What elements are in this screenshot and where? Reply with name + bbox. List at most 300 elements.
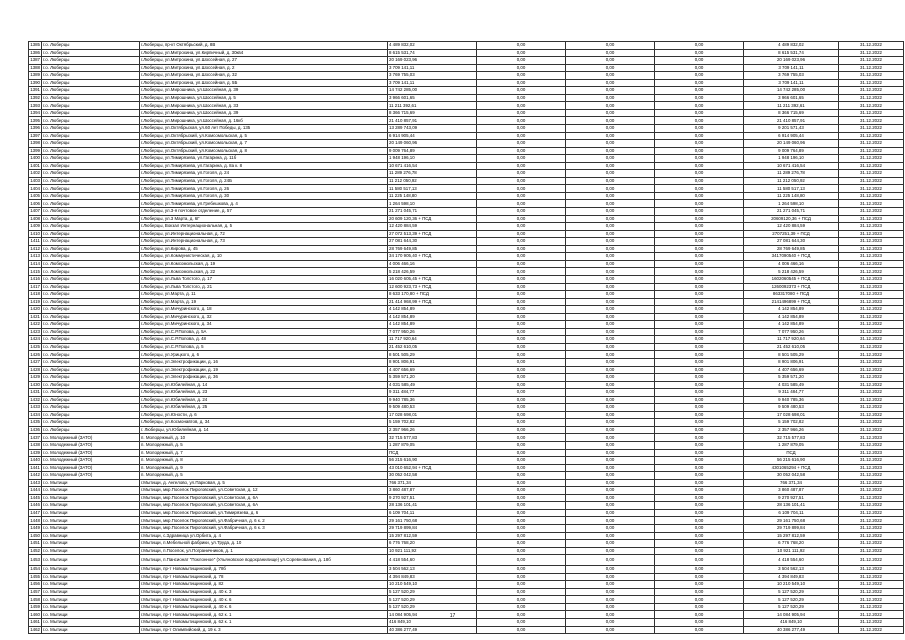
table-cell: 31.12.2022 bbox=[839, 162, 904, 170]
table-cell: г.Люберцы, ул.Мичуринского, д. 34 bbox=[140, 321, 388, 329]
table-cell: 31.12.2023 bbox=[839, 291, 904, 299]
table-cell: 20609120,36 + ПСД bbox=[744, 215, 839, 223]
table-cell: г.о. Мытищи bbox=[42, 487, 140, 495]
table-cell: 31.12.2022 bbox=[839, 547, 904, 555]
table-cell: 11 225 148,80 bbox=[744, 192, 839, 200]
table-row bbox=[29, 336, 904, 344]
table-cell: 0,00 bbox=[477, 117, 566, 125]
table-cell: г.о. Мытищи bbox=[42, 509, 140, 517]
table-cell: 0,00 bbox=[477, 573, 566, 581]
table-row bbox=[29, 223, 904, 231]
table-cell: 5 127 520,29 bbox=[388, 603, 477, 611]
table-cell: г.о. Люберцы bbox=[42, 419, 140, 427]
table-cell: 0,00 bbox=[566, 117, 655, 125]
table-cell: г.Мытищи, пр-т Олимпийский, д. 19 к. 3 bbox=[140, 626, 388, 634]
table-cell: г.о. Люберцы bbox=[42, 87, 140, 95]
table-cell: г.о. Люберцы bbox=[42, 275, 140, 283]
table-cell: 0,00 bbox=[655, 588, 744, 596]
table-cell: 3 860 487,87 bbox=[388, 487, 477, 495]
table-cell: 31.12.2022 bbox=[839, 626, 904, 634]
table-cell: 1 948 196,10 bbox=[388, 155, 477, 163]
table-cell: 12 420 884,59 bbox=[744, 223, 839, 231]
table-cell: 5 127 520,29 bbox=[744, 596, 839, 604]
table-cell: 56 215 616,90 bbox=[744, 457, 839, 465]
table-cell: 2 357 966,26 bbox=[388, 426, 477, 434]
table-cell: 0,00 bbox=[566, 215, 655, 223]
table-cell: 4 489 832,02 bbox=[744, 42, 839, 50]
table-cell: 21 410 857,91 bbox=[744, 117, 839, 125]
table-cell: 1438 bbox=[30, 442, 40, 448]
table-cell: 20 149 060,96 bbox=[744, 140, 839, 148]
table-cell: 6 914 905,44 bbox=[388, 132, 477, 140]
table-cell: 31.12.2022 bbox=[839, 389, 904, 397]
table-cell: г.Люберцы, ул.Интернациональная, д. 73 bbox=[140, 238, 388, 246]
table-cell: г.Люберцы, ул.Урицкого, д. 6 bbox=[140, 351, 388, 359]
table-cell: 0,00 bbox=[655, 132, 744, 140]
table-cell: 9 940 785,36 bbox=[744, 396, 839, 404]
table-cell: г.о. Люберцы bbox=[42, 321, 140, 329]
table-cell: 21 452 610,05 bbox=[744, 343, 839, 351]
table-cell: 9 509 480,53 bbox=[744, 404, 839, 412]
table-cell: г.о. Люберцы bbox=[42, 42, 140, 50]
table-cell: 8 366 715,69 bbox=[744, 109, 839, 117]
table-cell: 27 081 644,30 bbox=[744, 238, 839, 246]
table-cell: 0,00 bbox=[477, 162, 566, 170]
table-cell: 0,00 bbox=[655, 573, 744, 581]
table-cell: 3 709 141,11 bbox=[388, 79, 477, 87]
table-cell: 31.12.2022 bbox=[839, 619, 904, 627]
table-cell: 5 127 520,29 bbox=[744, 588, 839, 596]
table-cell: 16 020 605,45 + ПСД bbox=[388, 275, 477, 283]
table-cell: 0,00 bbox=[477, 102, 566, 110]
page-number: 17 bbox=[449, 613, 456, 619]
table-cell: 4 142 854,89 bbox=[388, 313, 477, 321]
table-cell: г.Люберцы, ул.Мирошника, ул.Шоссейная, д. 39 bbox=[140, 87, 388, 95]
table-cell: 31.12.2023 bbox=[839, 215, 904, 223]
table-cell: 17 028 698,01 bbox=[744, 411, 839, 419]
table-cell: 0,00 bbox=[566, 268, 655, 276]
table-cell: 0,00 bbox=[477, 57, 566, 65]
table-cell: г.о. Мытищи bbox=[42, 581, 140, 589]
table-cell: г.о. Люберцы bbox=[42, 155, 140, 163]
table-cell: 0,00 bbox=[655, 494, 744, 502]
table-cell: г.о. Люберцы bbox=[42, 351, 140, 359]
table-cell: 0,00 bbox=[655, 192, 744, 200]
table-cell: 27 072 513,39 + ПСД bbox=[388, 230, 477, 238]
table-cell: 1395 bbox=[30, 117, 40, 123]
table-cell: 28 136 101,41 bbox=[388, 502, 477, 510]
table-cell: г.о. Люберцы bbox=[42, 185, 140, 193]
table-cell: г.о. Люберцы bbox=[42, 215, 140, 223]
table-cell: г.Мытищи, пр-т Новомытищинский, д. 78 bbox=[140, 573, 388, 581]
table-cell: г.о. Люберцы bbox=[42, 64, 140, 72]
table-cell: 8 615 531,74 bbox=[744, 49, 839, 57]
table-cell: 0,00 bbox=[477, 87, 566, 95]
table-cell: 0,00 bbox=[477, 457, 566, 465]
table-cell: 4 142 854,89 bbox=[744, 321, 839, 329]
table-cell: г.о. Мытищи bbox=[42, 547, 140, 555]
table-cell: 0,00 bbox=[655, 117, 744, 125]
table-cell: г.о. Люберцы bbox=[42, 49, 140, 57]
table-cell: 14 742 285,00 bbox=[744, 87, 839, 95]
table-cell: г.о. Люберцы bbox=[42, 117, 140, 125]
table-row bbox=[29, 573, 904, 581]
table-cell: 863317080 + ПСД bbox=[744, 291, 839, 299]
table-cell: г.Люберцы, ул.Митрохина, ул.Кирпичный, д. 30кв4 bbox=[140, 49, 388, 57]
table-cell: 4 489 832,02 bbox=[388, 42, 477, 50]
table-cell: 0,00 bbox=[655, 389, 744, 397]
table-cell: г.Люберцы, ул.Тимирязева, ул.Гребешкова, д. 4 bbox=[140, 200, 388, 208]
table-cell: г.о. Люберцы bbox=[42, 268, 140, 276]
table-row bbox=[29, 177, 904, 185]
table-cell: 0,00 bbox=[477, 94, 566, 102]
table-cell: 31.12.2022 bbox=[839, 72, 904, 80]
table-cell: 1388 bbox=[30, 64, 40, 70]
table-cell: 1423 bbox=[30, 328, 40, 334]
table-cell: 15 297 812,59 bbox=[388, 532, 477, 540]
table-cell: 0,00 bbox=[655, 291, 744, 299]
table-cell: 0,00 bbox=[477, 381, 566, 389]
table-cell: 0,00 bbox=[566, 555, 655, 566]
table-cell: 1417 bbox=[30, 283, 40, 289]
table-row bbox=[29, 192, 904, 200]
table-cell: 0,00 bbox=[477, 200, 566, 208]
table-row bbox=[29, 343, 904, 351]
table-cell: 0,00 bbox=[655, 441, 744, 449]
table-cell: г.Люберцы, ул.Митрохина, ул.Шоссейная, д. 32 bbox=[140, 72, 388, 80]
table-cell: г.о. Люберцы bbox=[42, 208, 140, 216]
table-cell: 5 359 571,20 bbox=[388, 374, 477, 382]
table-cell: 1453 bbox=[29, 555, 42, 566]
table-cell: 0,00 bbox=[477, 596, 566, 604]
table-cell: 1440 bbox=[30, 457, 40, 463]
table-cell: 56 215 616,90 bbox=[388, 457, 477, 465]
table-cell: г.о. Мытищи bbox=[42, 479, 140, 487]
table-cell: 0,00 bbox=[655, 268, 744, 276]
table-cell: г.о. Люберцы bbox=[42, 162, 140, 170]
table-cell: 0,00 bbox=[477, 245, 566, 253]
table-cell: 0,00 bbox=[477, 170, 566, 178]
table-cell: г.о. Люберцы bbox=[42, 132, 140, 140]
table-cell: 1437 bbox=[30, 434, 40, 440]
table-cell: 0,00 bbox=[566, 581, 655, 589]
table-cell: 0,00 bbox=[655, 611, 744, 619]
table-cell: г.Люберцы, ул.Марта, д. 11 bbox=[140, 291, 388, 299]
table-cell: 31.12.2022 bbox=[839, 79, 904, 87]
table-row bbox=[29, 411, 904, 419]
table-cell: 1459 bbox=[30, 604, 40, 610]
table-cell: 31.12.2022 bbox=[839, 42, 904, 50]
table-cell: 4 0З1 585,49 bbox=[388, 381, 477, 389]
table-cell: 21 414 968,99 + ПСД bbox=[388, 298, 477, 306]
table-cell: г.о. Мытищи bbox=[42, 619, 140, 627]
table-cell: 10 671 416,54 bbox=[744, 162, 839, 170]
table-cell: 31.12.2023 bbox=[839, 253, 904, 261]
table-cell: 0,00 bbox=[655, 283, 744, 291]
table-cell: 0,00 bbox=[566, 283, 655, 291]
table-row bbox=[29, 42, 904, 50]
table-cell: г.Люберцы, ул.Тимирязева, ул.Гоголя, д. 24 bbox=[140, 170, 388, 178]
table-cell: 29 719 899,84 bbox=[744, 525, 839, 533]
table-cell: 31.12.2022 bbox=[839, 419, 904, 427]
table-row bbox=[29, 245, 904, 253]
table-cell: п. Молодежный, д. 7 bbox=[140, 449, 388, 457]
table-cell: 0,00 bbox=[477, 79, 566, 87]
table-cell: 1393 bbox=[30, 102, 40, 108]
table-cell: г.Мытищи, пр-т Новомытищинский, д. 78б bbox=[140, 566, 388, 574]
table-cell: г.Мытищи, пр-т Новомытищинский, д. 62 к. 1 bbox=[140, 611, 388, 619]
table-cell: г.Люберцы, ул.Мирошника, ул.Шоссейная, д. 39 bbox=[140, 109, 388, 117]
table-cell: 8 633 170,80 + ПСД bbox=[388, 291, 477, 299]
table-row bbox=[29, 298, 904, 306]
table-cell: 1434 bbox=[30, 411, 40, 417]
table-cell: 10 921 111,92 bbox=[388, 547, 477, 555]
table-cell: 0,00 bbox=[566, 223, 655, 231]
table-row bbox=[29, 125, 904, 133]
table-cell: 31.12.2022 bbox=[839, 381, 904, 389]
table-cell: 0,00 bbox=[477, 125, 566, 133]
table-cell: 7 077 950,26 bbox=[388, 328, 477, 336]
table-cell: г.о. Люберцы bbox=[42, 404, 140, 412]
table-cell: г.о. Молодежный (ЗАТО) bbox=[42, 472, 140, 480]
table-cell: 8 615 531,74 bbox=[388, 49, 477, 57]
table-cell: 31.12.2022 bbox=[839, 328, 904, 336]
table-cell: г.Люберцы, ул.Мирошника, ул.Шоссейная, д. 5 bbox=[140, 94, 388, 102]
table-cell: 31.12.2023 bbox=[839, 245, 904, 253]
table-cell: 0,00 bbox=[655, 223, 744, 231]
table-row bbox=[29, 517, 904, 525]
table-cell: 0,00 bbox=[477, 351, 566, 359]
table-cell: 0,00 bbox=[477, 472, 566, 480]
table-cell: г.о. Люберцы bbox=[42, 125, 140, 133]
table-cell: 31.12.2022 bbox=[839, 441, 904, 449]
table-cell: 1407 bbox=[30, 208, 40, 214]
table-cell: 0,00 bbox=[477, 64, 566, 72]
table-cell: г.Люберцы, ул.Юбилейная, д. 24 bbox=[140, 396, 388, 404]
table-cell: 0,00 bbox=[566, 404, 655, 412]
table-cell: 0,00 bbox=[477, 441, 566, 449]
table-cell: 1457 bbox=[30, 588, 40, 594]
table-cell: 31.12.2022 bbox=[839, 140, 904, 148]
table-row bbox=[29, 374, 904, 382]
table-cell: 8 901 806,91 bbox=[388, 358, 477, 366]
table-row bbox=[29, 208, 904, 216]
table-cell: 1 948 196,10 bbox=[744, 155, 839, 163]
table-cell: 0,00 bbox=[566, 64, 655, 72]
table-cell: 0,00 bbox=[566, 457, 655, 465]
table-cell: 1 264 598,10 bbox=[744, 200, 839, 208]
table-cell: 1433 bbox=[30, 404, 40, 410]
table-cell: г.Люберцы, ул.Митрохина, ул.Шоссейная, д. 5Б bbox=[140, 79, 388, 87]
table-cell: 0,00 bbox=[566, 358, 655, 366]
table-cell: 0,00 bbox=[566, 479, 655, 487]
table-cell: 31.12.2022 bbox=[839, 555, 904, 566]
table-row bbox=[29, 117, 904, 125]
table-cell: 0,00 bbox=[566, 502, 655, 510]
table-cell: г.Люберцы, ул.С.Р.Попова, д. 5А bbox=[140, 328, 388, 336]
table-cell: 31.12.2022 bbox=[839, 532, 904, 540]
table-cell: 0,00 bbox=[655, 230, 744, 238]
table-row bbox=[29, 441, 904, 449]
table-cell: 30 052 042,58 bbox=[388, 472, 477, 480]
table-cell: г.Люберцы, ул.Тимирязева, ул.Гагарина, д. 8а к. 8 bbox=[140, 162, 388, 170]
table-cell: 0,00 bbox=[566, 487, 655, 495]
table-cell: 7 077 950,26 bbox=[744, 328, 839, 336]
table-cell: 0,00 bbox=[566, 238, 655, 246]
table-cell: 31.12.2022 bbox=[839, 147, 904, 155]
table-cell: 31.12.2023 bbox=[839, 275, 904, 283]
table-cell: 3417090540 + ПСД bbox=[744, 253, 839, 261]
table-cell: г.о. Люберцы bbox=[42, 411, 140, 419]
table-row bbox=[29, 358, 904, 366]
table-cell: 12 420 884,59 bbox=[388, 223, 477, 231]
table-cell: 0,00 bbox=[655, 351, 744, 359]
table-cell: 5 218 426,59 bbox=[388, 268, 477, 276]
table-cell: 1443 bbox=[30, 479, 40, 485]
register-table-body bbox=[29, 42, 904, 634]
table-cell: г.о. Люберцы bbox=[42, 177, 140, 185]
table-cell: 9 270 927,51 bbox=[744, 494, 839, 502]
table-cell: 31.12.2022 bbox=[839, 502, 904, 510]
table-cell: г.о. Люберцы bbox=[42, 336, 140, 344]
table-cell: 31.12.2022 bbox=[839, 87, 904, 95]
table-cell: 21 452 610,05 bbox=[388, 343, 477, 351]
table-cell: 0,00 bbox=[477, 253, 566, 261]
table-row bbox=[29, 404, 904, 412]
table-cell: г.Мытищи, п.Пансионат "Поклонное" (Ульяновское водохранилище) ул.Соревнования, д. 18б bbox=[140, 555, 388, 566]
table-cell: г.о. Мытищи bbox=[42, 573, 140, 581]
table-cell: г.о. Мытищи bbox=[42, 566, 140, 574]
table-cell: 0,00 bbox=[655, 426, 744, 434]
table-cell: 0,00 bbox=[477, 230, 566, 238]
table-cell: 3 709 141,11 bbox=[744, 64, 839, 72]
table-cell: 0,00 bbox=[566, 351, 655, 359]
table-cell: 1452 bbox=[30, 547, 40, 553]
table-cell: 40 386 277,49 bbox=[388, 626, 477, 634]
table-cell: 0,00 bbox=[477, 283, 566, 291]
table-cell: 1422 bbox=[30, 321, 40, 327]
table-cell: 0,00 bbox=[655, 525, 744, 533]
table-cell: 0,00 bbox=[477, 611, 566, 619]
table-row bbox=[29, 419, 904, 427]
table-cell: 0,00 bbox=[566, 547, 655, 555]
table-cell: 9 009 764,89 bbox=[388, 147, 477, 155]
table-cell: 0,00 bbox=[477, 192, 566, 200]
table-cell: г.Люберцы, ул.Комсомольская, д. 19 bbox=[140, 260, 388, 268]
table-cell: 0,00 bbox=[477, 49, 566, 57]
table-cell: г.о. Люберцы bbox=[42, 313, 140, 321]
table-cell: 0,00 bbox=[655, 411, 744, 419]
table-cell: 0,00 bbox=[566, 192, 655, 200]
table-cell: 0,00 bbox=[655, 434, 744, 442]
table-cell: 0,00 bbox=[655, 109, 744, 117]
table-cell: 40 386 277,49 bbox=[744, 626, 839, 634]
table-cell: 4 418 554,60 bbox=[744, 555, 839, 566]
table-cell: г.Люберцы, ул.Митрохина, ул.Шоссейная, д. 2 bbox=[140, 64, 388, 72]
table-cell: 31.12.2022 bbox=[839, 566, 904, 574]
table-cell: 0,00 bbox=[655, 313, 744, 321]
table-cell: 4 031 585,49 bbox=[744, 381, 839, 389]
table-cell: 766 371,34 bbox=[388, 479, 477, 487]
table-cell: 0,00 bbox=[477, 185, 566, 193]
table-cell: 31.12.2022 bbox=[839, 177, 904, 185]
table-cell: 0,00 bbox=[655, 185, 744, 193]
table-cell: 11 211 392,61 bbox=[388, 102, 477, 110]
table-cell: г.о. Мытищи bbox=[42, 611, 140, 619]
table-cell: 0,00 bbox=[566, 306, 655, 314]
table-cell: 0,00 bbox=[566, 343, 655, 351]
table-cell: г.о. Молодежный (ЗАТО) bbox=[42, 457, 140, 465]
table-cell: 1 287 879,05 bbox=[388, 441, 477, 449]
table-cell: 31.12.2022 bbox=[839, 404, 904, 412]
table-cell: 0,00 bbox=[655, 596, 744, 604]
table-cell: 31.12.2022 bbox=[839, 366, 904, 374]
table-cell: 4 142 854,89 bbox=[744, 306, 839, 314]
table-cell: 1410 bbox=[30, 230, 40, 236]
table-cell: 0,00 bbox=[655, 603, 744, 611]
table-cell: 11 212 050,92 bbox=[388, 177, 477, 185]
table-row bbox=[29, 351, 904, 359]
table-cell: 0,00 bbox=[566, 411, 655, 419]
table-cell: 0,00 bbox=[566, 611, 655, 619]
table-cell: 0,00 bbox=[566, 102, 655, 110]
table-cell: 1391 bbox=[30, 87, 40, 93]
table-cell: 0,00 bbox=[477, 396, 566, 404]
table-cell: 31.12.2022 bbox=[839, 396, 904, 404]
table-cell: 31.12.2022 bbox=[839, 611, 904, 619]
table-cell: 11 212 050,92 bbox=[744, 177, 839, 185]
table-cell: 0,00 bbox=[566, 588, 655, 596]
table-cell: г.о. Люберцы bbox=[42, 358, 140, 366]
table-cell: 0,00 bbox=[655, 298, 744, 306]
table-cell: 0,00 bbox=[566, 298, 655, 306]
table-cell: 1445 bbox=[30, 494, 40, 500]
table-cell: 0,00 bbox=[477, 147, 566, 155]
table-cell: 1420 bbox=[30, 306, 40, 312]
table-cell: 0,00 bbox=[566, 472, 655, 480]
table-cell: г.о. Люберцы bbox=[42, 147, 140, 155]
table-row bbox=[29, 132, 904, 140]
table-cell: 0,00 bbox=[477, 177, 566, 185]
table-row bbox=[29, 185, 904, 193]
table-cell: 0,00 bbox=[655, 215, 744, 223]
table-cell: 4 006 466,16 bbox=[388, 260, 477, 268]
table-cell: 31.12.2022 bbox=[839, 494, 904, 502]
table-cell: 0,00 bbox=[566, 366, 655, 374]
table-cell: 0,00 bbox=[655, 328, 744, 336]
table-cell: 1405 bbox=[30, 193, 40, 199]
table-cell: 31.12.2023 bbox=[839, 464, 904, 472]
table-cell: 1436 bbox=[30, 427, 40, 433]
table-cell: 4 394 849,83 bbox=[388, 573, 477, 581]
table-cell: 0,00 bbox=[566, 200, 655, 208]
table-cell: 0,00 bbox=[655, 396, 744, 404]
table-cell: г.о. Люберцы bbox=[42, 140, 140, 148]
table-cell: г.Мытищи, мкр.Поселок Пироговский, ул.Тимирязева, д. 6 bbox=[140, 509, 388, 517]
table-cell: 0,00 bbox=[655, 94, 744, 102]
table-cell: 11 289 276,78 bbox=[388, 170, 477, 178]
table-cell: г.Мытищи, мкр.Поселок Пироговский, ул.Фабричная, д. 6 к. 3 bbox=[140, 525, 388, 533]
table-cell: 0,00 bbox=[477, 525, 566, 533]
table-cell: 0,00 bbox=[477, 343, 566, 351]
table-cell: 1396 bbox=[30, 125, 40, 131]
table-cell: г.Люберцы, ул.Комсомольская, д. 22 bbox=[140, 268, 388, 276]
table-cell: 31.12.2022 bbox=[839, 588, 904, 596]
table-cell: 0,00 bbox=[477, 208, 566, 216]
table-row bbox=[29, 532, 904, 540]
table-cell: 6 109 704,11 bbox=[388, 509, 477, 517]
table-cell: 1441 bbox=[30, 464, 40, 470]
